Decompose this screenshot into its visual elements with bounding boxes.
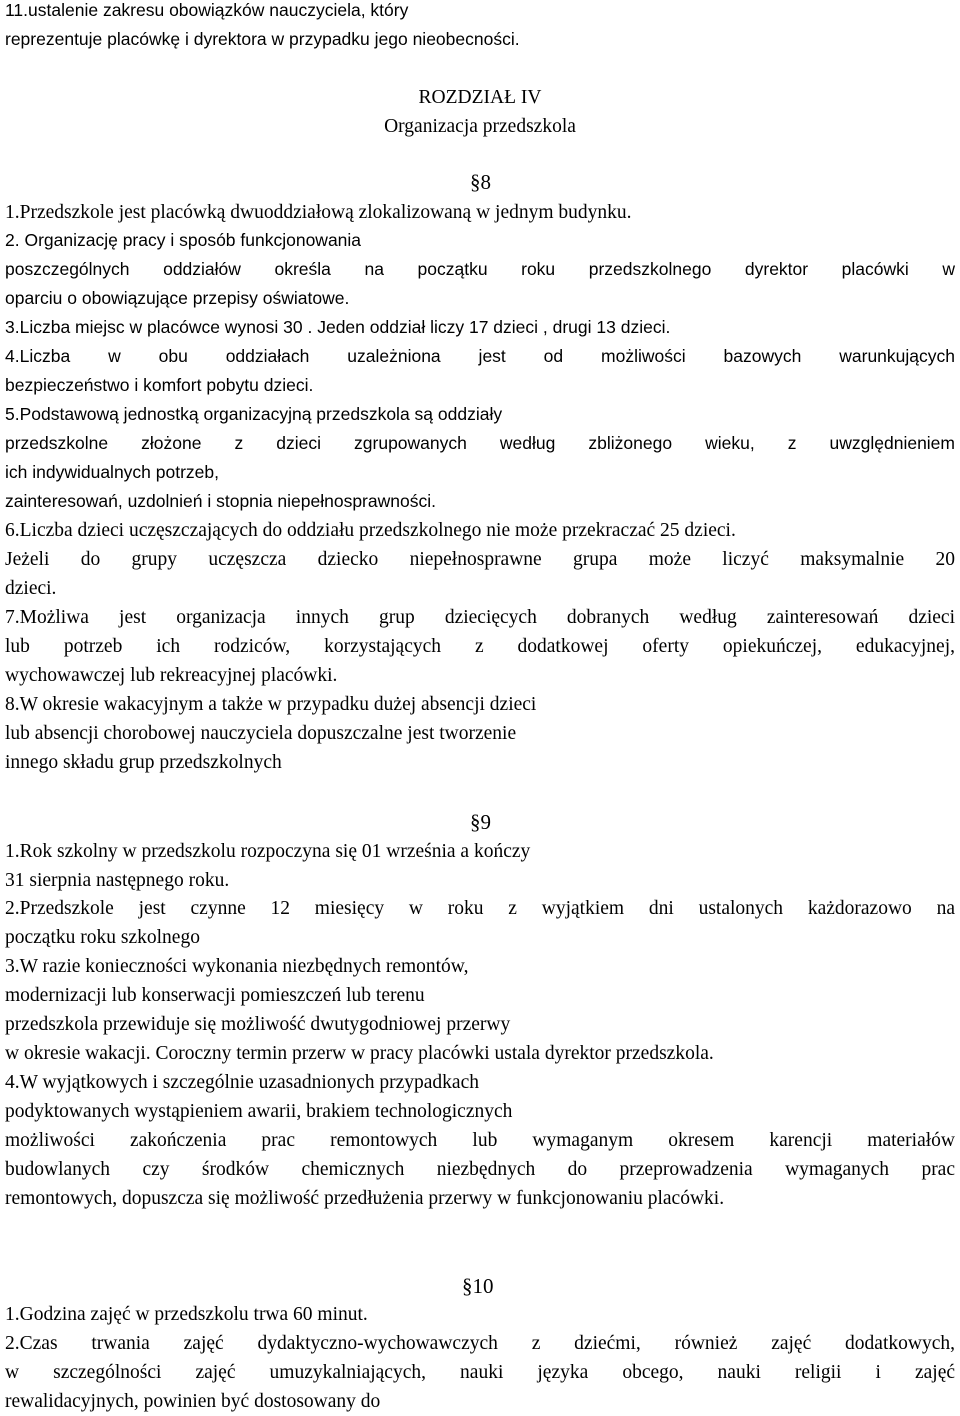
section-number: 10 [472, 1274, 494, 1298]
paragraph-line: wychowawczej lub rekreacyjnej placówki. [5, 665, 338, 686]
paragraph-line: lub absencji chorobowej nauczyciela dopuszczalne jest tworzenie [5, 723, 517, 744]
paragraph-line: lub potrzeb ich rodziców, korzystających z dodatkowej oferty opiekuńczej, edukacyjnej, [5, 636, 955, 657]
intro-line: reprezentuje placówkę i dyrektora w przypadku jego nieobecności. [5, 29, 520, 49]
paragraph-line: bezpieczeństwo i komfort pobytu dzieci. [5, 375, 314, 395]
intro-line: 11.ustalenie zakresu obowiązków nauczyciela, który [5, 0, 409, 20]
paragraph-line: 31 sierpnia następnego roku. [5, 870, 230, 891]
section-sign-icon: § [470, 810, 481, 834]
paragraph-line: w okresie wakacji. Coroczny termin przerw w pracy placówki ustala dyrektor przedszkola. [5, 1043, 714, 1064]
paragraph-line: przedszkola przewiduje się możliwość dwutygodniowej przerwy [5, 1014, 511, 1035]
paragraph-line: w szczególności zajęć umuzykalniających, nauki języka obcego, nauki religii i zajęć [5, 1362, 955, 1383]
paragraph-line: rewalidacyjnych, powinien być dostosowany do [5, 1391, 381, 1412]
paragraph-line: 1.Przedszkole jest placówką dwuoddziałową zlokalizowaną w jednym budynku. [5, 202, 632, 223]
paragraph-line: innego składu grup przedszkolnych [5, 752, 282, 773]
paragraph-line: remontowych, dopuszcza się możliwość przedłużenia przerwy w funkcjonowaniu placówki. [5, 1188, 725, 1209]
section-sign-icon: § [470, 170, 481, 194]
chapter-title: ROZDZIAŁ IV [418, 87, 542, 108]
paragraph-line: 1.Rok szkolny w przedszkolu rozpoczyna się 01 września a kończy [5, 841, 531, 862]
section-sign-icon: § [462, 1274, 473, 1298]
paragraph-line: 2.Czas trwania zajęć dydaktyczno-wychowawczych z dziećmi, również zajęć dodatkowych, [5, 1333, 955, 1354]
paragraph-line: 4.Liczba w obu oddziałach uzależniona jest od możliwości bazowych warunkujących [5, 346, 955, 366]
paragraph-line: 3.W razie konieczności wykonania niezbędnych remontów, [5, 956, 469, 977]
paragraph-line: 6.Liczba dzieci uczęszczających do oddziału przedszkolnego nie może przekraczać 25 dzieci. [5, 520, 736, 541]
paragraph-line: możliwości zakończenia prac remontowych lub wymaganym okresem karencji materiałów [5, 1130, 955, 1151]
paragraph-line: przedszkolne złożone z dzieci zgrupowanych według zbliżonego wieku, z uwzględnieniem [5, 433, 955, 453]
paragraph-line: oparciu o obowiązujące przepisy oświatowe. [5, 288, 350, 308]
paragraph-line: budowlanych czy środków chemicznych niezbędnych do przeprowadzenia wymaganych prac [5, 1159, 955, 1180]
paragraph-line: zainteresowań, uzdolnień i stopnia niepełnosprawności. [5, 491, 436, 511]
paragraph-line: 2.Przedszkole jest czynne 12 miesięcy w roku z wyjątkiem dni ustalonych każdorazowo na [5, 898, 955, 919]
chapter-subtitle: Organizacja przedszkola [384, 116, 576, 137]
paragraph-line: dzieci. [5, 578, 57, 599]
section-heading [470, 172, 491, 193]
paragraph-line: poszczególnych oddziałów określa na początku roku przedszkolnego dyrektor placówki w [5, 259, 955, 279]
paragraph-line: ich indywidualnych potrzeb, [5, 462, 220, 482]
paragraph-line: podyktowanych wystąpieniem awarii, brakiem technologicznych [5, 1101, 513, 1122]
paragraph-line: 7.Możliwa jest organizacja innych grup dziecięcych dobranych według zainteresowań dzieci [5, 607, 955, 628]
section-heading [462, 1276, 494, 1297]
section-number: 8 [480, 170, 491, 194]
paragraph-line: 4.W wyjątkowych i szczególnie uzasadnionych przypadkach [5, 1072, 479, 1093]
paragraph-line: początku roku szkolnego [5, 927, 200, 948]
paragraph-line: 8.W okresie wakacyjnym a także w przypadku dużej absencji dzieci [5, 694, 537, 715]
section-heading [470, 812, 491, 833]
paragraph-line: 1.Godzina zajęć w przedszkolu trwa 60 minut. [5, 1304, 368, 1325]
section-number: 9 [480, 810, 491, 834]
paragraph-line: Jeżeli do grupy uczęszcza dziecko niepełnosprawne grupa może liczyć maksymalnie 20 [5, 549, 955, 570]
paragraph-line: modernizacji lub konserwacji pomieszczeń lub terenu [5, 985, 425, 1006]
paragraph-line: 3.Liczba miejsc w placówce wynosi 30 . Jeden oddział liczy 17 dzieci , drugi 13 dzieci. [5, 317, 671, 337]
paragraph-line: 2. Organizację pracy i sposób funkcjonowania [5, 230, 362, 250]
paragraph-line: 5.Podstawową jednostką organizacyjną przedszkola są oddziały [5, 404, 503, 424]
